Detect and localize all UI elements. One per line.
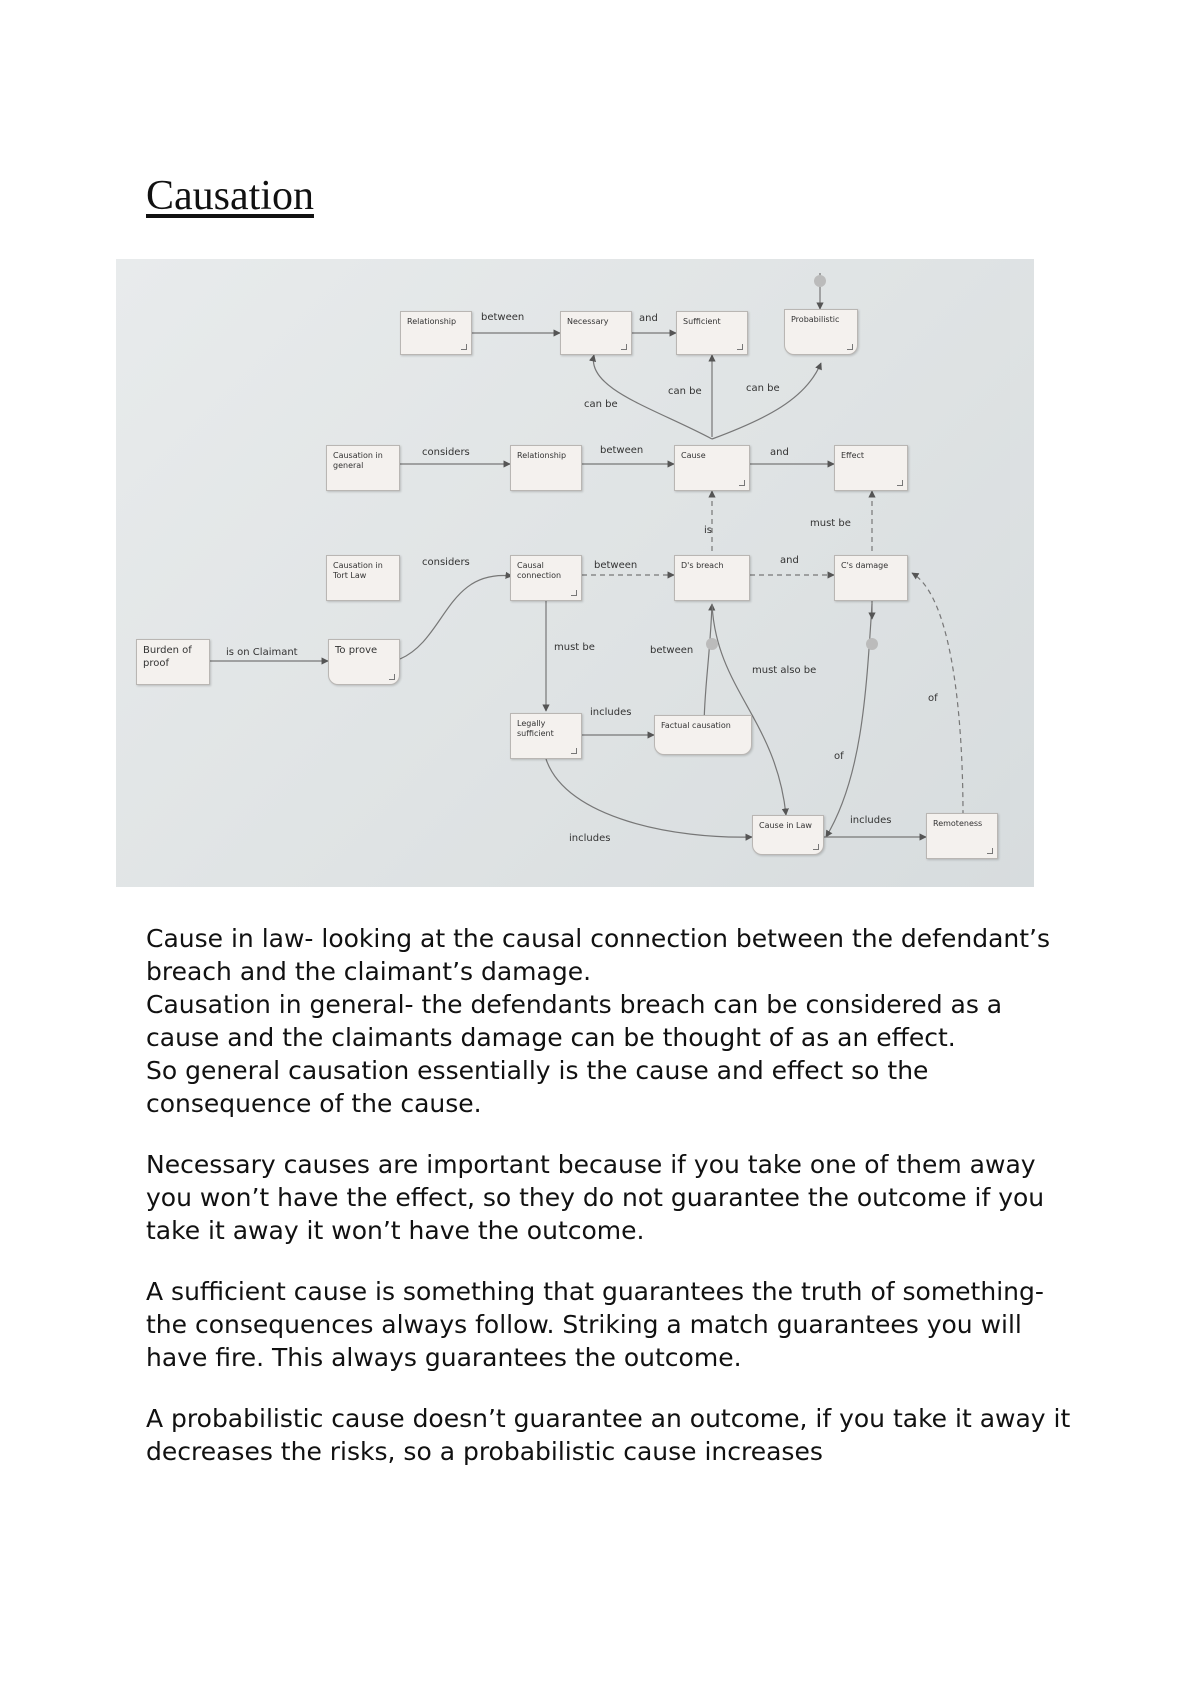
node-cause-in-law: Cause in Law	[752, 815, 824, 855]
paragraph: Necessary causes are important because if you take one of them away you won’t have the effect, so they do not guarantee the outcome if you take it away it won’t have the outcome.	[146, 1150, 1045, 1245]
node-remoteness: Remoteness	[926, 813, 998, 859]
edge-label-includes: includes	[850, 815, 892, 826]
paragraph: Causation in general- the defendants breach can be considered as a cause and the claimants damage can be thought of as an effect.	[146, 990, 1003, 1052]
edge-label-must-also-be: must also be	[752, 665, 817, 676]
edge-label-must-be: must be	[810, 518, 851, 529]
node-causation-in-general: Causation in general	[326, 445, 400, 491]
edge-label-includes: includes	[590, 707, 632, 718]
edge-label-is: is	[704, 525, 712, 536]
paragraph: A sufficient cause is something that guarantees the truth of something- the consequences always follow. Striking a match guarantees you will have fire. This always guarantees the outcome.	[146, 1277, 1044, 1372]
node-effect: Effect	[834, 445, 908, 491]
node-d-breach: D's breach	[674, 555, 750, 601]
body-text	[146, 922, 1076, 1468]
node-causation-in-tort-law: Causation in Tort Law	[326, 555, 400, 601]
edge-label-considers: considers	[422, 447, 470, 458]
node-probabilistic: Probabilistic	[784, 309, 858, 355]
node-causal-connection: Causal connection	[510, 555, 582, 601]
edge-label-between: between	[650, 645, 694, 656]
node-c-damage: C's damage	[834, 555, 908, 601]
edge-label-of: of	[928, 693, 938, 704]
edge-label-can-be: can be	[668, 386, 702, 397]
edge-label-and: and	[780, 555, 799, 566]
edge-label-can-be: can be	[746, 383, 780, 394]
edge-label-between: between	[594, 560, 638, 571]
node-relationship-top: Relationship	[400, 311, 472, 355]
concept-map-diagram	[116, 259, 1034, 887]
node-relationship: Relationship	[510, 445, 582, 491]
page-title: Causation	[146, 173, 314, 219]
edge-label-between: between	[600, 445, 644, 456]
edge-label-is-on-claimant: is on Claimant	[226, 647, 298, 658]
edge-label-and: and	[770, 447, 789, 458]
node-to-prove: To prove	[328, 639, 400, 685]
edge-label-can-be: can be	[584, 399, 618, 410]
node-legally-sufficient: Legally sufficient	[510, 713, 582, 759]
edge-label-includes: includes	[569, 833, 611, 844]
edge-label-must-be: must be	[554, 642, 595, 653]
node-burden-of-proof: Burden of proof	[136, 639, 210, 685]
paragraph: A probabilistic cause doesn’t guarantee an outcome, if you take it away it decreases the risks, so a probabilistic cause increases	[146, 1404, 1071, 1466]
edge-label-of: of	[834, 751, 844, 762]
edge-label-between: between	[481, 312, 525, 323]
node-factual-causation: Factual causation	[654, 715, 752, 755]
node-necessary: Necessary	[560, 311, 632, 355]
paragraph: So general causation essentially is the cause and effect so the consequence of the cause.	[146, 1056, 929, 1118]
node-sufficient: Sufficient	[676, 311, 748, 355]
edge-label-and: and	[639, 313, 658, 324]
edge-label-considers: considers	[422, 557, 470, 568]
paragraph: Cause in law- looking at the causal connection between the defendant’s breach and the claimant’s damage.	[146, 924, 1051, 986]
node-cause: Cause	[674, 445, 750, 491]
